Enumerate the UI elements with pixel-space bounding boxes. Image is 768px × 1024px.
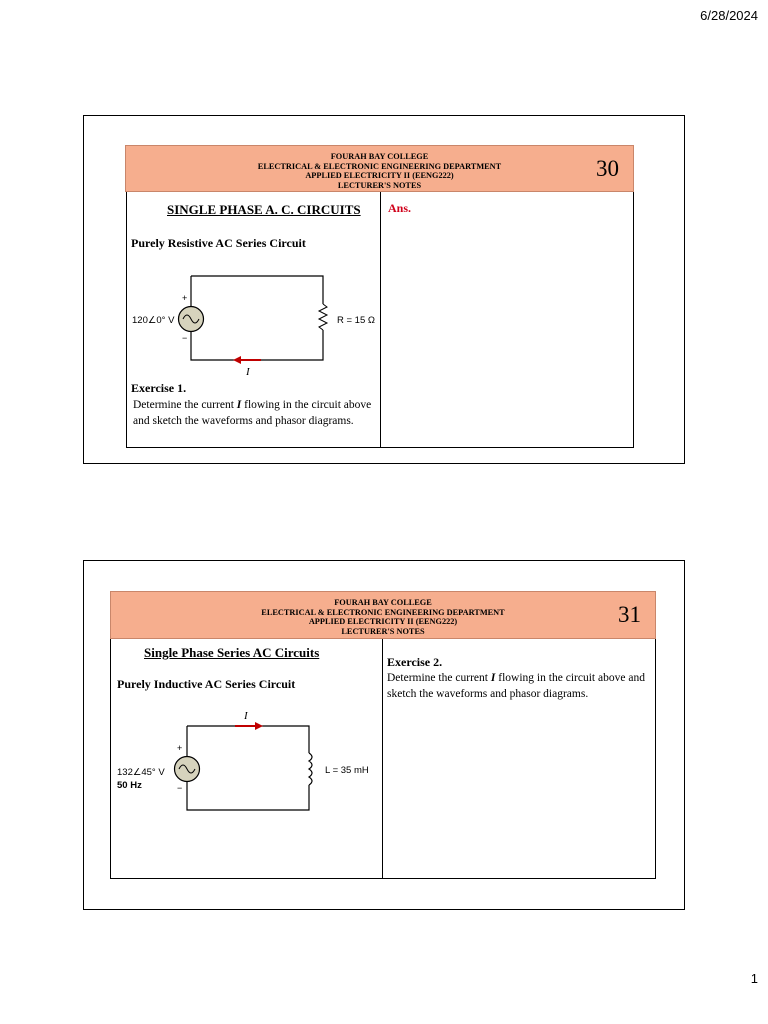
column-divider [382, 639, 383, 878]
minus-sign: − [177, 783, 183, 793]
resistive-circuit-diagram [127, 268, 380, 376]
header-course: APPLIED ELECTRICITY II (EENG222) [305, 171, 454, 180]
circuit-subtitle: Purely Inductive AC Series Circuit [117, 677, 296, 691]
source-label: 120∠0° V [132, 315, 175, 326]
slide-body [126, 192, 634, 448]
current-variable: I [490, 672, 496, 684]
header-department: ELECTRICAL & ELECTRONIC ENGINEERING DEPARTMENT [257, 161, 502, 171]
header-course: APPLIED ELECTRICITY II (EENG222) [308, 617, 458, 626]
frequency-label: 50 Hz [117, 780, 142, 791]
current-label: I [244, 710, 248, 722]
exercise-text: Determine the current I flowing in the circuit above and sketch the waveforms and phasor diagrams. [387, 672, 645, 700]
inductor-label: L = 35 mH [325, 765, 369, 776]
slide-number: 31 [618, 602, 641, 627]
slide-number: 30 [596, 156, 619, 181]
circuit-wire [191, 276, 323, 360]
current-arrow [255, 722, 263, 730]
header-notes: LECTURER'S NOTES [337, 180, 422, 190]
source-label: 132∠45° V [117, 767, 165, 778]
slide-title: SINGLE PHASE A. C. CIRCUITS [167, 202, 361, 217]
header-department: ELECTRICAL & ELECTRONIC ENGINEERING DEPARTMENT [261, 607, 505, 617]
exercise-text: Determine the current I flowing in the circuit above and sketch the waveforms and phasor diagrams. [133, 399, 372, 427]
slide-header [125, 145, 634, 192]
resistor-label: R = 15 Ω [337, 315, 375, 326]
exercise-title: Exercise 2. [387, 655, 443, 669]
inductor-symbol [309, 753, 312, 785]
column-divider [380, 192, 381, 447]
slide-title: Single Phase Series AC Circuits [144, 645, 320, 660]
circuit-wire [187, 726, 309, 810]
plus-sign: + [182, 293, 188, 303]
resistor-symbol [319, 304, 327, 330]
circuit-subtitle: Purely Resistive AC Series Circuit [131, 236, 306, 250]
slide-header [110, 591, 656, 639]
header-college: FOURAH BAY COLLEGE [330, 152, 429, 161]
slide-30 [83, 115, 685, 464]
print-date: 6/28/2024 [700, 8, 758, 23]
header-college: FOURAH BAY COLLEGE [334, 598, 432, 607]
plus-sign: + [177, 743, 183, 753]
current-label: I [246, 366, 250, 376]
exercise-title: Exercise 1. [131, 381, 187, 395]
slide-31 [83, 560, 685, 910]
inductive-circuit-diagram [111, 709, 382, 819]
answer-label: Ans. [388, 201, 412, 215]
minus-sign: − [182, 333, 188, 343]
slide-body [110, 639, 656, 879]
page-number: 1 [750, 971, 758, 986]
current-arrow [233, 356, 241, 364]
header-notes: LECTURER'S NOTES [341, 626, 425, 636]
current-variable: I [236, 399, 242, 411]
